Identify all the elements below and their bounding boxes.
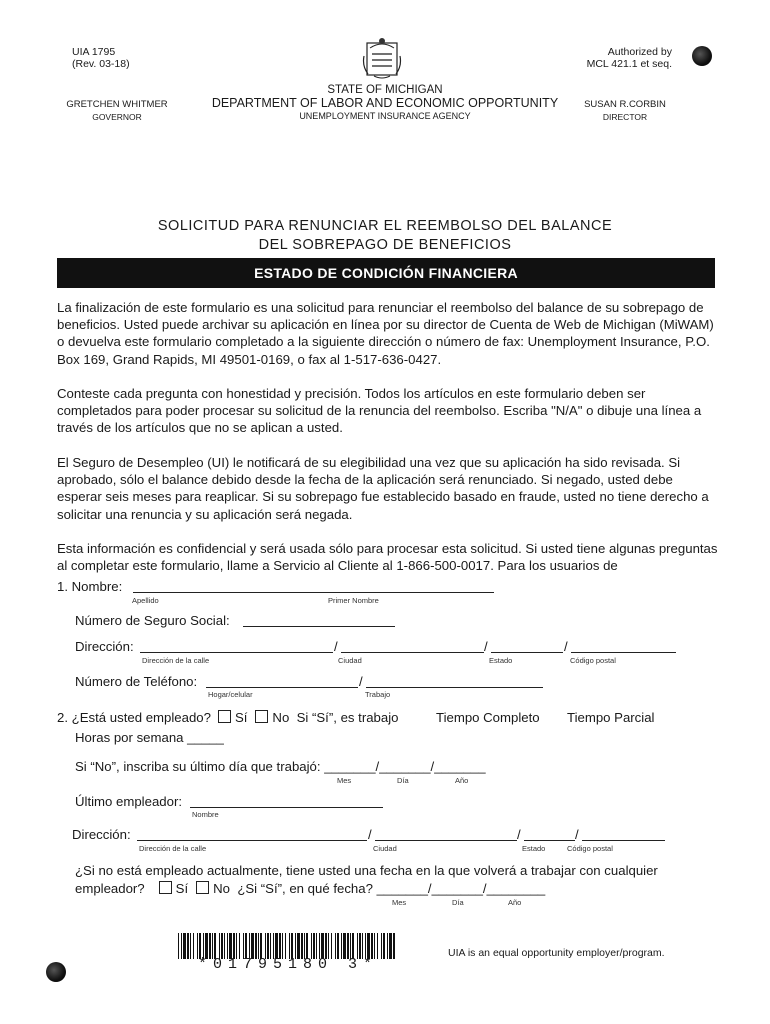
return-to-work-row (75, 880, 545, 897)
hours-per-week[interactable]: Horas por semana _____ (75, 730, 224, 745)
address-label: Dirección: (75, 639, 134, 654)
caption-return-month: Mes (392, 898, 407, 907)
caption-employer-street: Dirección de la calle (139, 844, 207, 853)
return-no-checkbox[interactable] (196, 881, 209, 894)
form-title-line1: SOLICITUD PARA RENUNCIAR EL REEMBOLSO DEL BALANCE (157, 218, 613, 234)
registration-mark-icon (46, 962, 66, 982)
caption-city: Ciudad (338, 656, 362, 665)
return-no-label: No (213, 881, 230, 896)
director-name: SUSAN R.CORBIN (584, 99, 666, 110)
return-date-field[interactable]: ¿Si “Sí”, en qué fecha? _______/_______/________ (237, 881, 546, 896)
caption-employer-state: Estado (522, 844, 546, 853)
return-to-work-question: ¿Si no está empleado actualmente, tiene usted una fecha en la que volverá a trabajar con cualquier (75, 863, 658, 878)
employer-state-field[interactable] (524, 840, 575, 841)
caption-month: Mes (337, 776, 352, 785)
caption-street: Dirección de la calle (142, 656, 210, 665)
form-id: UIA 1795 (72, 46, 116, 58)
last-employer-label: Último empleador: (75, 794, 183, 809)
employed-no-checkbox[interactable] (255, 710, 268, 723)
name-label: 1. Nombre: (57, 579, 123, 594)
phone-label: Número de Teléfono: (75, 674, 198, 689)
employed-question-row (57, 709, 398, 726)
employed-question: 2. ¿Está usted empleado? (57, 710, 211, 725)
authorized-line1: Authorized by (607, 46, 672, 58)
employer-zip-field[interactable] (582, 840, 665, 841)
caption-zip: Código postal (570, 656, 616, 665)
state-name: STATE OF MICHIGAN (327, 84, 443, 96)
director-title: DIRECTOR (602, 112, 648, 122)
department-name: DEPARTMENT OF LABOR AND ECONOMIC OPPORTUNITY (211, 96, 559, 110)
full-time-option[interactable]: Tiempo Completo (436, 710, 540, 725)
caption-day: Día (397, 776, 409, 785)
caption-year: Año (455, 776, 469, 785)
paragraph-confidential: Esta información es confidencial y será usada sólo para procesar esta solicitud. Si usted tiene algunas preguntas al completar este formulario, llame a Servicio al Cliente al 1-866-500-0017. Para los usuarios de (57, 541, 718, 574)
caption-employer-name: Nombre (192, 810, 219, 819)
return-yes-label: Sí (175, 881, 189, 896)
paragraph-instructions: Conteste cada pregunta con honestidad y precisión. Todos los artículos en este formulario deben ser completados para poder procesar su solicitud de la renuncia del reembolso. Escriba "N/A" o dibuje una línea a través de los artículos que no se aplican a usted. (57, 386, 702, 436)
return-question-employer: empleador? (75, 881, 145, 896)
address-street-field[interactable] (140, 652, 333, 653)
phone-work-field[interactable] (366, 687, 543, 688)
authorized-line2: MCL 421.1 et seq. (586, 58, 672, 70)
if-yes-work-label: Si “Sí”, es trabajo (296, 710, 399, 725)
barcode-number: *01795180 3* (197, 956, 379, 973)
employer-address-label: Dirección: (72, 827, 131, 842)
governor-name: GRETCHEN WHITMER (66, 99, 168, 110)
form-revision: (Rev. 03-18) (72, 58, 130, 70)
part-time-option[interactable]: Tiempo Parcial (567, 710, 655, 725)
caption-first-name: Primer Nombre (328, 596, 379, 605)
form-title-line2: DEL SOBREPAGO DE BENEFICIOS (258, 237, 512, 253)
address-state-field[interactable] (491, 652, 563, 653)
caption-employer-zip: Código postal (567, 844, 613, 853)
equal-opportunity-notice: UIA is an equal opportunity employer/program. (448, 947, 665, 959)
return-yes-checkbox[interactable] (159, 881, 172, 894)
phone-home-field[interactable] (206, 687, 358, 688)
employer-street-field[interactable] (137, 840, 367, 841)
employer-city-field[interactable] (375, 840, 517, 841)
caption-last-name: Apellido (132, 596, 159, 605)
paragraph-intro: La finalización de este formulario es una solicitud para renunciar el reembolso del balance de su sobrepago de beneficios. Usted puede archivar su aplicación en línea por su director de Cuenta de Web de Michigan (MiWAM) o devuelva este formulario completado a la siguiente dirección o número de fax: Unemployment Insurance, P.O. Box 169, Grand Rapids, MI 49501-0169, o fax al 1-517-636-0427. (57, 300, 714, 367)
caption-state: Estado (489, 656, 513, 665)
address-city-field[interactable] (341, 652, 484, 653)
caption-return-year: Año (508, 898, 522, 907)
last-day-worked[interactable]: Si “No”, inscriba su último día que trabajó: _______/_______/_______ (75, 759, 486, 774)
employed-no-label: No (272, 710, 290, 725)
last-employer-field[interactable] (190, 807, 383, 808)
caption-employer-city: Ciudad (373, 844, 397, 853)
ssn-field[interactable] (243, 626, 395, 627)
caption-return-day: Día (452, 898, 464, 907)
name-field[interactable] (133, 592, 494, 593)
employed-yes-label: Sí (234, 710, 248, 725)
address-zip-field[interactable] (571, 652, 676, 653)
agency-name: UNEMPLOYMENT INSURANCE AGENCY (299, 111, 471, 121)
caption-home-cell: Hogar/celular (208, 690, 253, 699)
state-seal-icon (360, 36, 404, 82)
caption-work: Trabajo (365, 690, 391, 699)
paragraph-eligibility: El Seguro de Desempleo (UI) le notificará de su elegibilidad una vez que su aplicación ha sido revisada. Si aprobado, sólo el balance debido desde la fecha de la aplicación será renunciado. Si negado, usted debe esperar seis meses para reaplicar. Si su sobrepago fue establecido basado en fraude, usted no tiene derecho a solicitar una renuncia y su aplicación será negada. (57, 455, 709, 522)
governor-title: GOVERNOR (92, 112, 142, 122)
ssn-label: Número de Seguro Social: (75, 613, 230, 628)
section-banner: ESTADO DE CONDICIÓN FINANCIERA (57, 258, 715, 288)
employed-yes-checkbox[interactable] (218, 710, 231, 723)
registration-mark-icon (692, 46, 712, 66)
